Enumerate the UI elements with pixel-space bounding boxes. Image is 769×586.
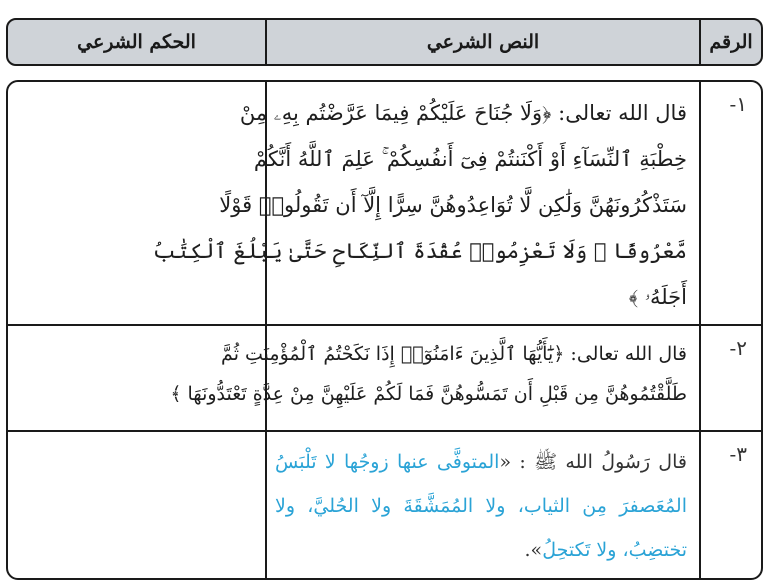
- text-line: قال الله تعالى: ﴿يَٰٓأَيُّهَا ٱلَّذِينَ ءَامَنُوٓا۟ إِذَا نَكَحْتُمُ ٱلْمُؤْمِنَٰتِ ثُمَّ: [221, 343, 687, 365]
- text-line: قال الله تعالى: ﴿وَلَا جُنَاحَ عَلَيْكُمْ فِيمَا عَرَّضْتُم بِهِۦ مِنْ: [239, 101, 687, 125]
- header-legal-text: النص الشرعي: [265, 20, 699, 64]
- table-row: [8, 326, 761, 432]
- text-line: خِطْبَةِ ٱلنِّسَآءِ أَوْ أَكْنَنتُمْ فِىٓ أَنفُسِكُمْ ۚ عَلِمَ ٱللَّهُ أَنَّكُمْ: [253, 147, 687, 171]
- row-number: ٣-: [699, 432, 761, 578]
- header-legal-ruling: الحكم الشرعي: [77, 31, 196, 53]
- ruling-cell[interactable]: [8, 432, 265, 578]
- table-row: [8, 82, 761, 326]
- text-line: [275, 528, 687, 572]
- legal-text-cell: [265, 432, 699, 578]
- hadith-text: المتوفَّى عنها زوجُها لا تَلْبَسُ: [275, 451, 500, 473]
- rulings-table: [6, 80, 763, 580]
- text-line: مَّعْرُوفًا ۚ وَلَا تَعْزِمُوا۟ عُقْدَةَ ٱلنِّكَاحِ حَتَّىٰ يَبْلُغَ ٱلْكِتَٰبُ: [152, 239, 687, 263]
- ruling-cell[interactable]: [8, 326, 265, 430]
- row-number: ٢-: [699, 326, 761, 430]
- legal-text-cell: [152, 82, 699, 324]
- text-line: طَلَّقْتُمُوهُنَّ مِن قَبْلِ أَن تَمَسُّوهُنَّ فَمَا لَكُمْ عَلَيْهِنَّ مِنْ عِدَّةٍ تَعْتَدُّونَهَا ﴾: [170, 383, 687, 405]
- hadith-close: ».: [524, 539, 543, 561]
- header-number: الرقم: [699, 20, 761, 64]
- row-number: ١-: [699, 82, 761, 324]
- text-line: [275, 440, 687, 484]
- legal-text-cell: [170, 326, 699, 430]
- hadith-text: تختضِبُ، ولا تَكتحِلُ: [542, 539, 687, 561]
- hadith-text: المُعَصفرَ مِن الثياب، ولا المُمَشَّقَةَ ولا الحُليَّ، ولا: [275, 495, 687, 517]
- text-line: سَتَذْكُرُونَهُنَّ وَلَٰكِن لَّا تُوَاعِدُوهُنَّ سِرًّا إِلَّآ أَن تَقُولُوا۟ قَوْلًا: [219, 193, 687, 217]
- hadith-intro: قال رَسُولُ الله ﷺ : «: [499, 451, 687, 473]
- table-row: [8, 432, 761, 578]
- text-line: أَجَلَهُۥ ﴾: [628, 285, 687, 309]
- table-header: [6, 18, 763, 66]
- ruling-cell[interactable]: [8, 82, 265, 324]
